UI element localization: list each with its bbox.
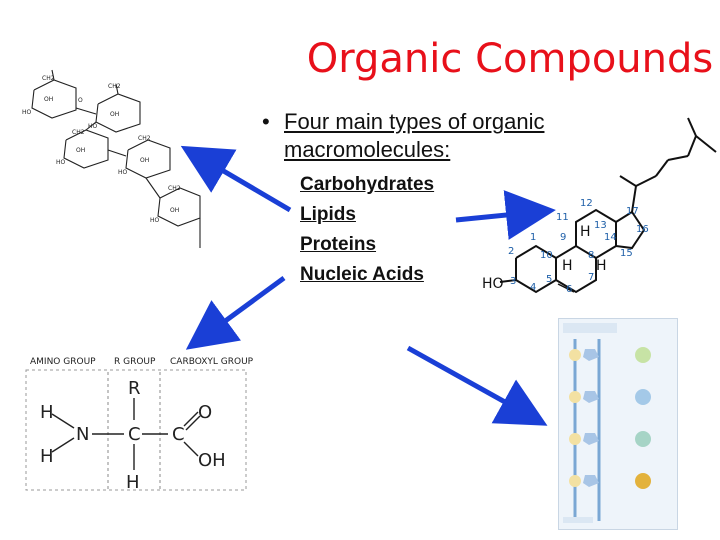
nucleotide xyxy=(569,431,651,447)
carbohydrate-structure xyxy=(22,70,200,248)
carbon-number: 15 xyxy=(620,248,633,259)
carbon-number: 9 xyxy=(560,232,567,243)
side-chain xyxy=(620,118,716,212)
steroid-structure xyxy=(500,118,716,292)
carbon-number: 10 xyxy=(540,250,553,261)
carbon-number: 13 xyxy=(594,220,607,231)
sugar-ring-3 xyxy=(56,122,108,168)
carbon-number: 11 xyxy=(556,212,569,223)
nucleotide xyxy=(569,347,651,363)
atom-n: N xyxy=(76,424,90,445)
steroid-h-label: H xyxy=(596,258,607,274)
amino-acid-sketch xyxy=(26,357,254,493)
atom-h: H xyxy=(126,472,140,493)
arrow-to-nucleic-acid xyxy=(408,348,530,416)
item-carbohydrates: Carbohydrates xyxy=(300,174,435,195)
bullet-dot: • xyxy=(262,109,270,134)
atom-r: R xyxy=(128,378,141,399)
figure-header-bar xyxy=(563,323,617,333)
sugar-ring-5 xyxy=(146,178,200,248)
r-group-header: R GROUP xyxy=(114,357,156,367)
svg-text:OH: OH xyxy=(140,157,150,164)
svg-text:OH: OH xyxy=(170,207,180,214)
steroid-h-label: H xyxy=(580,224,591,240)
hydroxyl-label: HO xyxy=(482,276,504,292)
nucleotide xyxy=(569,473,651,489)
steroid-h-label: H xyxy=(562,258,573,274)
sugar-ring-1 xyxy=(22,70,83,118)
item-proteins: Proteins xyxy=(300,234,377,255)
carbon-number: 2 xyxy=(508,246,515,257)
arrow-to-lipid xyxy=(456,212,536,220)
arrow-to-carbohydrate xyxy=(198,156,290,210)
dna-diagram xyxy=(559,319,677,529)
carbon-number: 12 xyxy=(580,198,593,209)
carboxyl-group-header: CARBOXYL GROUP xyxy=(170,357,254,367)
carbon-number: 3 xyxy=(510,276,517,287)
svg-text:O: O xyxy=(78,97,83,104)
svg-text:HO: HO xyxy=(150,217,160,224)
svg-text:OH: OH xyxy=(76,147,86,154)
carbon-number: 4 xyxy=(530,282,537,293)
svg-text:CH2: CH2 xyxy=(72,129,85,136)
atom-h: H xyxy=(40,446,54,467)
carbon-number: 7 xyxy=(588,272,595,283)
carbon-number: 5 xyxy=(546,274,553,285)
sugar-ring-4 xyxy=(108,135,170,178)
atom-c: C xyxy=(172,424,185,445)
svg-text:HO: HO xyxy=(88,123,98,130)
atom-h: H xyxy=(40,402,54,423)
carbon-number: 8 xyxy=(588,250,595,261)
svg-text:HO: HO xyxy=(56,159,66,166)
carbon-number: 1 xyxy=(530,232,537,243)
arrow-to-protein xyxy=(202,278,284,338)
item-nucleic-acids: Nucleic Acids xyxy=(300,264,424,285)
amino-group-header: AMINO GROUP xyxy=(30,357,96,367)
steroid-h-labels xyxy=(562,224,607,274)
bullet-text: Four main types of organic macromolecules: xyxy=(284,109,545,162)
svg-text:CH2: CH2 xyxy=(108,83,121,90)
svg-text:OH: OH xyxy=(44,96,54,103)
svg-text:CH2: CH2 xyxy=(168,185,181,192)
nucleotide xyxy=(569,389,651,405)
svg-text:OH: OH xyxy=(110,111,120,118)
svg-text:HO: HO xyxy=(118,169,128,176)
slide-title: Organic Compounds xyxy=(306,36,714,82)
atom-oh: OH xyxy=(198,450,226,471)
carbon-number: 6 xyxy=(566,284,573,295)
figure-footer-bar xyxy=(563,517,593,523)
sugar-ring-2 xyxy=(76,83,140,132)
atom-c: C xyxy=(128,424,141,445)
carbon-number: 16 xyxy=(636,224,649,235)
item-lipids: Lipids xyxy=(300,204,356,225)
atom-o: O xyxy=(198,402,213,423)
svg-text:HO: HO xyxy=(22,109,32,116)
carbon-number: 14 xyxy=(604,232,617,243)
svg-text:CH2: CH2 xyxy=(138,135,151,142)
carbon-number: 17 xyxy=(626,206,639,217)
nucleic-acid-figure xyxy=(558,318,678,530)
svg-text:CH2: CH2 xyxy=(42,75,55,82)
